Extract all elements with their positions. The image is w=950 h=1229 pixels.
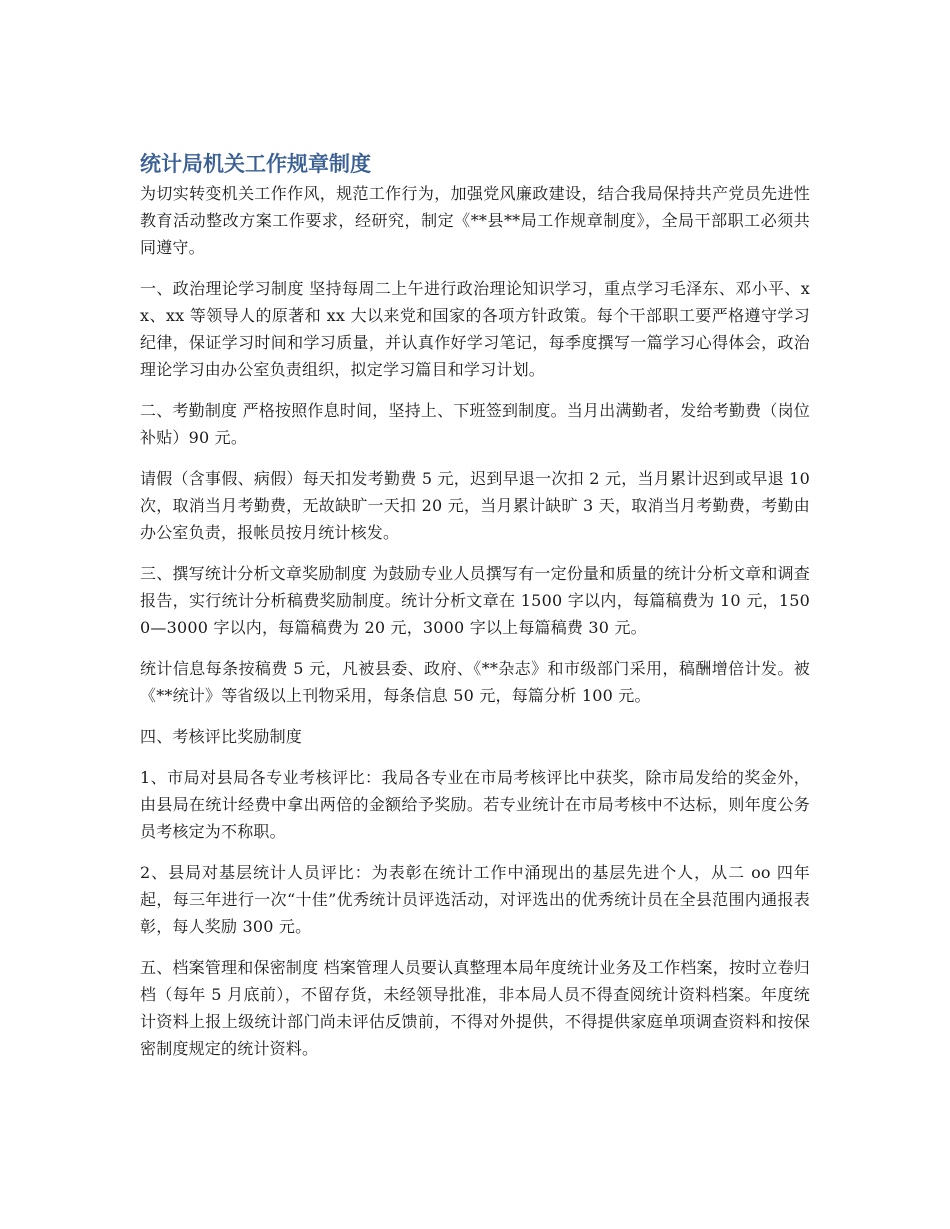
document-title: 统计局机关工作规章制度: [140, 152, 371, 176]
intro-paragraph: 为切实转变机关工作作风，规范工作行为，加强党风廉政建设，结合我局保持共产党员先进性教育活动整改方案工作要求，经研究，制定《**县**局工作规章制度》，全局干部职工必须共同遵守。: [140, 184, 810, 257]
info-fee-paragraph: 统计信息每条按稿费 5 元，凡被县委、政府、《**杂志》和市级部门采用，稿酬增倍计发。被《**统计》等省级以上刊物采用，每条信息 50 元，每篇分析 100 元。: [140, 659, 810, 705]
leave-deduction-paragraph: 请假（含事假、病假）每天扣发考勤费 5 元，迟到早退一次扣 2 元，当月累计迟到或早退 10 次，取消当月考勤费，无故缺旷一天扣 20 元，当月累计缺旷 3 天，取消当月考勤费，考勤由办公室负责，报帐员按月统计核发。: [140, 469, 810, 542]
attendance-paragraph: 二、考勤制度 严格按照作息时间，坚持上、下班签到制度。当月出满勤者，发给考勤费（岗位补贴）90 元。: [140, 401, 810, 447]
evaluation-heading: 四、考核评比奖励制度: [140, 727, 303, 746]
county-evaluation-paragraph: 2、县局对基层统计人员评比：为表彰在统计工作中涌现出的基层先进个人，从二 oo 四年起，每三年进行一次“十佳”优秀统计员评选活动，对评选出的优秀统计员在全县范围内通报表彰，每人奖励 300 元。: [140, 863, 810, 936]
city-evaluation-paragraph: 1、市局对县局各专业考核评比：我局各专业在市局考核评比中获奖，除市局发给的奖金外，由县局在统计经费中拿出两倍的金额给予奖励。若专业统计在市局考核中不达标，则年度公务员考核定为不称职。: [140, 768, 810, 841]
political-study-paragraph: 一、政治理论学习制度 坚持每周二上午进行政治理论知识学习，重点学习毛泽东、邓小平、xx、xx 等领导人的原著和 xx 大以来党和国家的各项方针政策。每个干部职工要严格遵守学习纪律，保证学习时间和学习质量，并认真作好学习笔记，每季度撰写一篇学习心得体会，政治理论学习由办公室负责组织，拟定学习篇目和学习计划。: [140, 279, 810, 379]
archive-confidentiality-paragraph: 五、档案管理和保密制度 档案管理人员要认真整理本局年度统计业务及工作档案，按时立卷归档（每年 5 月底前），不留存货，未经领导批准，非本局人员不得查阅统计资料档案。年度统计资料上报上级统计部门尚未评估反馈前，不得对外提供，不得提供家庭单项调查资料和按保密制度规定的统计资料。: [140, 958, 810, 1058]
analysis-reward-paragraph: 三、撰写统计分析文章奖励制度 为鼓励专业人员撰写有一定份量和质量的统计分析文章和调查报告，实行统计分析稿费奖励制度。统计分析文章在 1500 字以内，每篇稿费为 10 元，1500—3000 字以内，每篇稿费为 20 元，3000 字以上每篇稿费 30 元。: [140, 564, 810, 637]
